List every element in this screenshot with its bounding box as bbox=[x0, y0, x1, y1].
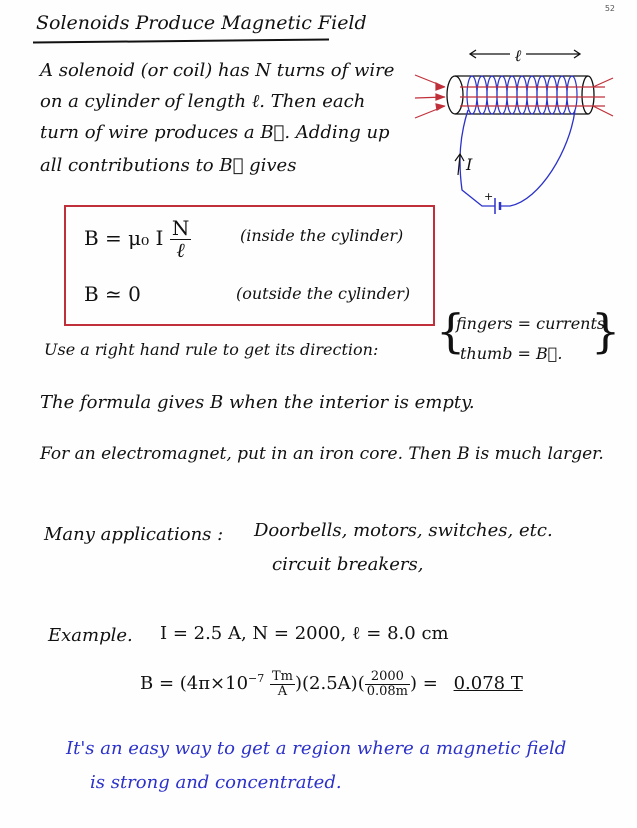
calc-result: 0.078 T bbox=[453, 673, 523, 695]
calc-length-fraction bbox=[365, 670, 410, 698]
cylinder-left-end bbox=[447, 76, 463, 114]
title-underline bbox=[33, 38, 329, 43]
calc-unit-num: Tm bbox=[272, 669, 293, 684]
thumb-rule: thumb = B⃗. bbox=[460, 344, 563, 363]
example-givens: I = 2.5 A, N = 2000, ℓ = 8.0 cm bbox=[160, 623, 449, 644]
applications-line-1: Doorbells, motors, switches, etc. bbox=[254, 520, 553, 541]
calc-prefix: B = (4π×10 bbox=[140, 673, 249, 695]
example-calculation bbox=[140, 670, 523, 698]
n-over-l-fraction bbox=[170, 218, 192, 261]
inside-field-equation bbox=[84, 218, 191, 261]
fraction-denominator: ℓ bbox=[176, 238, 185, 262]
intro-line-3: turn of wire produces a B⃗. Adding up bbox=[40, 122, 390, 143]
page-number: 52 bbox=[604, 4, 615, 13]
calc-frac-den: 0.08m bbox=[366, 683, 408, 699]
electromagnet-note: For an electromagnet, put in an iron core. Then B is much larger. bbox=[40, 444, 604, 464]
right-brace: } bbox=[591, 304, 621, 358]
conclusion-line-1: It's an easy way to get a region where a magnetic field bbox=[66, 738, 567, 759]
formula-note: The formula gives B when the interior is empty. bbox=[40, 392, 475, 413]
intro-line-4: all contributions to B⃗ gives bbox=[40, 155, 297, 176]
example-label: Example. bbox=[48, 625, 133, 646]
intro-line-2: on a cylinder of length ℓ. Then each bbox=[40, 91, 366, 112]
circuit-wire-right bbox=[500, 110, 575, 206]
current-label: I bbox=[466, 155, 473, 174]
length-label: ℓ bbox=[514, 46, 522, 65]
conclusion-line-2: is strong and concentrated. bbox=[90, 772, 342, 793]
page-title: Solenoids Produce Magnetic Field bbox=[36, 12, 367, 34]
battery-plus-label: + bbox=[484, 190, 494, 203]
applications-line-2: circuit breakers, bbox=[272, 554, 424, 575]
left-brace: { bbox=[436, 304, 466, 358]
calc-unit-den: A bbox=[277, 683, 288, 699]
outside-field-equation: B ≃ 0 bbox=[84, 282, 141, 306]
calc-mid: )(2.5A)( bbox=[295, 673, 365, 695]
coil-windings bbox=[467, 76, 577, 114]
right-hand-rule-text: Use a right hand rule to get its direction: bbox=[44, 340, 379, 359]
calc-unit-fraction bbox=[270, 670, 295, 698]
cylinder-right-end bbox=[582, 76, 594, 114]
inside-equation-lhs: B = μ₀ I bbox=[84, 226, 164, 250]
inside-note: (inside the cylinder) bbox=[240, 226, 404, 245]
calc-frac-num: 2000 bbox=[365, 670, 410, 685]
calc-exponent: −7 bbox=[248, 672, 265, 686]
applications-label: Many applications : bbox=[44, 524, 224, 545]
solenoid-diagram bbox=[410, 40, 615, 215]
calc-suffix: ) = bbox=[410, 673, 438, 695]
fraction-numerator: N bbox=[171, 216, 190, 240]
outside-note: (outside the cylinder) bbox=[236, 284, 411, 303]
fingers-rule: fingers = currents bbox=[456, 314, 606, 333]
intro-line-1: A solenoid (or coil) has N turns of wire bbox=[40, 60, 395, 81]
